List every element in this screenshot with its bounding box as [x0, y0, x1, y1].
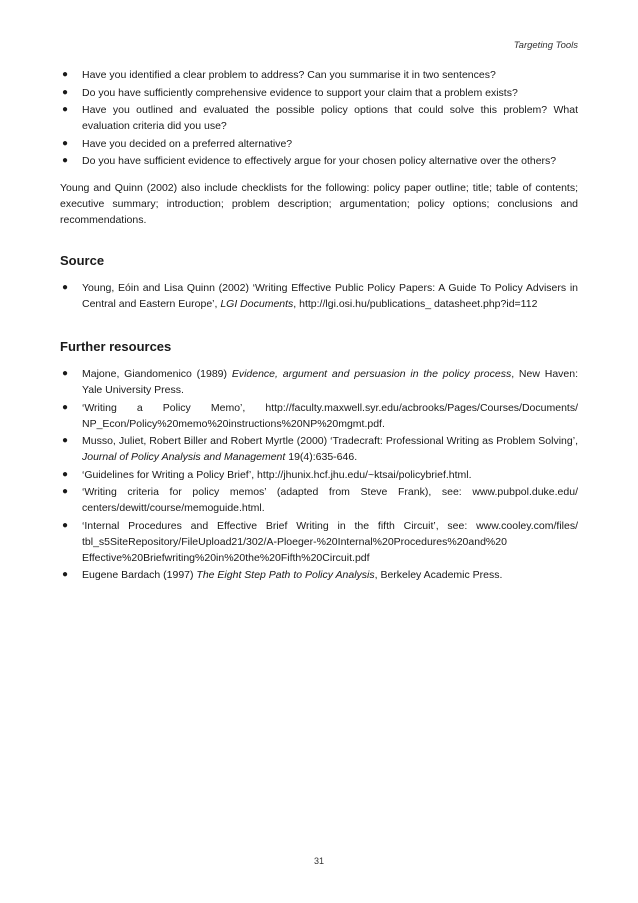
resource-item: ● ‘Guidelines for Writing a Policy Brief’, http://jhunix.hcf.jhu.edu/~ktsai/policybrief.html.	[62, 468, 472, 481]
further-resources-list	[60, 366, 578, 583]
resource-item: ● ‘Writing a Policy Memo’, http://faculty.maxwell.syr.edu/acbrooks/Pages/Courses/Documents/ NP_Econ/Policy%20memo%20instructions%20NP%20mgmt.pdf.	[62, 401, 578, 430]
bullet-icon: ●	[62, 86, 69, 98]
bullet-icon: ●	[62, 104, 69, 115]
bullet-icon: ●	[62, 486, 69, 497]
checklist-item: ● Have you outlined and evaluated the possible policy options that could solve this problem? What evaluation criteria did you use?	[62, 104, 578, 132]
bullet-icon: ●	[62, 468, 69, 480]
bullet-icon: ●	[62, 368, 69, 379]
bullet-icon: ●	[62, 137, 69, 149]
checklist-item: ● Do you have sufficient evidence to effectively argue for your chosen policy alternative over the others?	[62, 155, 557, 167]
bullet-icon: ●	[62, 401, 69, 413]
resource-item: ● Eugene Bardach (1997) The Eight Step Path to Policy Analysis, Berkeley Academic Press.	[62, 569, 503, 581]
source-list	[60, 280, 578, 312]
source-item: ● Young, Eóin and Lisa Quinn (2002) ‘Writing Effective Public Policy Papers: A Guide To Policy Advisers in Central and Eastern Europe’, LGI Documents, http://lgi.osi.hu/publications_ datasheet.php?id=112	[62, 282, 578, 310]
further-resources-heading: Further resources	[60, 339, 172, 354]
checklist	[60, 67, 578, 169]
further-resources-section	[60, 338, 578, 583]
checklist-item: ● Have you decided on a preferred alternative?	[62, 137, 293, 150]
checklist-item: ● Have you identified a clear problem to address? Can you summarise it in two sentences?	[62, 69, 496, 81]
bullet-icon: ●	[62, 569, 69, 580]
running-header: Targeting Tools	[513, 40, 578, 51]
resource-item: ● ‘Writing criteria for policy memos’ (adapted from Steve Frank), see: www.pubpol.duke.edu/ centers/dewitt/course/memoguide.html.	[62, 486, 578, 514]
resource-item: ● ‘Internal Procedures and Effective Brief Writing in the fifth Circuit’, see: www.cooley.com/files/ tbl_s5SiteRepository/FileUpload21/302/A-Ploeger-%20Internal%20Procedures%20and%20 Effective%20Briefwriting%20in%20the%20Fifth%20Circuit.pdf	[62, 519, 578, 564]
source-heading: Source	[60, 253, 105, 268]
page-number: 31	[313, 856, 324, 866]
bullet-icon: ●	[62, 69, 69, 80]
resource-item: ● Musso, Juliet, Robert Biller and Robert Myrtle (2000) ‘Tradecraft: Professional Writing as Problem Solving’, Journal of Policy Analysis and Management 19(4):635-646.	[62, 435, 578, 463]
bullet-icon: ●	[62, 282, 69, 293]
checklist-item: ● Do you have sufficiently comprehensive evidence to support your claim that a problem exists?	[62, 86, 518, 99]
resource-item: ● Majone, Giandomenico (1989) Evidence, argument and persuasion in the policy process, New Haven: Yale University Press.	[62, 368, 579, 396]
bullet-icon: ●	[62, 155, 69, 166]
page-content	[60, 67, 578, 585]
bullet-icon: ●	[62, 435, 69, 446]
source-section	[60, 252, 578, 312]
bullet-icon: ●	[62, 519, 69, 531]
body-paragraph: Young and Quinn (2002) also include checklists for the following: policy paper outline; title; table of contents; executive summary; introduction; problem description; argumentation; policy options; conclusions and recommendations.	[60, 182, 578, 226]
